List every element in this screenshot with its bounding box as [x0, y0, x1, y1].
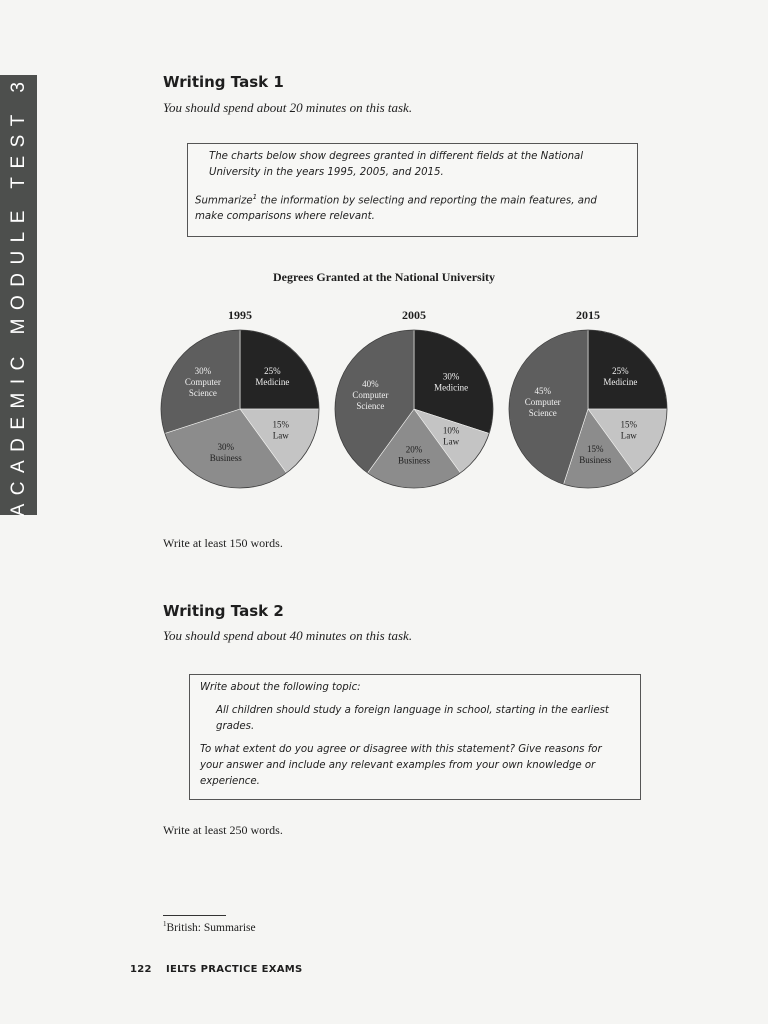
pie-charts: [0, 300, 768, 500]
pie-label-1995-business: 30% Business: [209, 442, 242, 464]
task2-prompt-question: To what extent do you agree or disagree with this statement? Give reasons for your answer and include any relevant examples from your own knowledge or experience.: [200, 744, 602, 787]
pie-label-2005-computer-science: 40% Computer Science: [352, 378, 389, 411]
task2-heading: Writing Task 2: [163, 602, 284, 620]
pie-label-2005-medicine: 30% Medicine: [434, 371, 469, 393]
chart-title: Degrees Granted at the National University: [272, 270, 496, 284]
task1-word-count: Write at least 150 words.: [163, 536, 283, 550]
pie-year-label-2005: 2005: [402, 308, 426, 322]
pie-label-1995-medicine: 25% Medicine: [255, 366, 290, 388]
task1-prompt-box: [187, 143, 638, 237]
pie-label-2005-business: 20% Business: [397, 444, 431, 466]
pie-year-label-2015: 2015: [576, 308, 600, 322]
task1-prompt-word: Summarize: [195, 195, 253, 207]
task2-prompt-box: [189, 674, 641, 800]
pie-label-2015-medicine: 25% Medicine: [603, 366, 638, 388]
footnote-rule: [163, 915, 226, 916]
pie-label-1995-law: 15% Law: [272, 419, 290, 441]
task1-prompt-instruction: [195, 189, 617, 225]
section-side-tab-label: ACADEMIC MODULE TEST 3: [7, 73, 29, 517]
pie-label-1995-computer-science: 30% Computer Science: [184, 366, 221, 399]
footnote: [163, 920, 256, 934]
page-number: 122: [130, 964, 152, 975]
pie-label-2015-computer-science: 45% Computer Science: [524, 385, 561, 418]
task2-prompt-intro: Write about the following topic:: [200, 682, 361, 693]
task1-time-note: You should spend about 20 minutes on this task.: [163, 100, 413, 115]
task2-time-note: You should spend about 40 minutes on this task.: [163, 628, 413, 643]
pie-label-2015-law: 15% Law: [620, 419, 638, 441]
footnote-text: British: Summarise: [166, 921, 256, 934]
pie-year-label-1995: 1995: [228, 308, 252, 322]
task1-prompt-rest: the information by selecting and reporting the main features, and make comparisons where relevant.: [195, 195, 597, 223]
pie-label-2005-law: 10% Law: [442, 425, 460, 447]
task2-prompt-topic: All children should study a foreign language in school, starting in the earliest grades.: [216, 705, 609, 732]
footnote-mark: 1: [163, 920, 167, 928]
footnote-ref: 1: [252, 193, 258, 201]
book-title: IELTS PRACTICE EXAMS: [166, 964, 303, 975]
pie-label-2015-business: 15% Business: [579, 443, 612, 465]
task2-word-count: Write at least 250 words.: [163, 823, 283, 837]
task1-prompt-text: The charts below show degrees granted in different fields at the National University in the years 1995, 2005, and 2015.: [209, 151, 584, 178]
task1-heading: Writing Task 1: [163, 73, 284, 91]
